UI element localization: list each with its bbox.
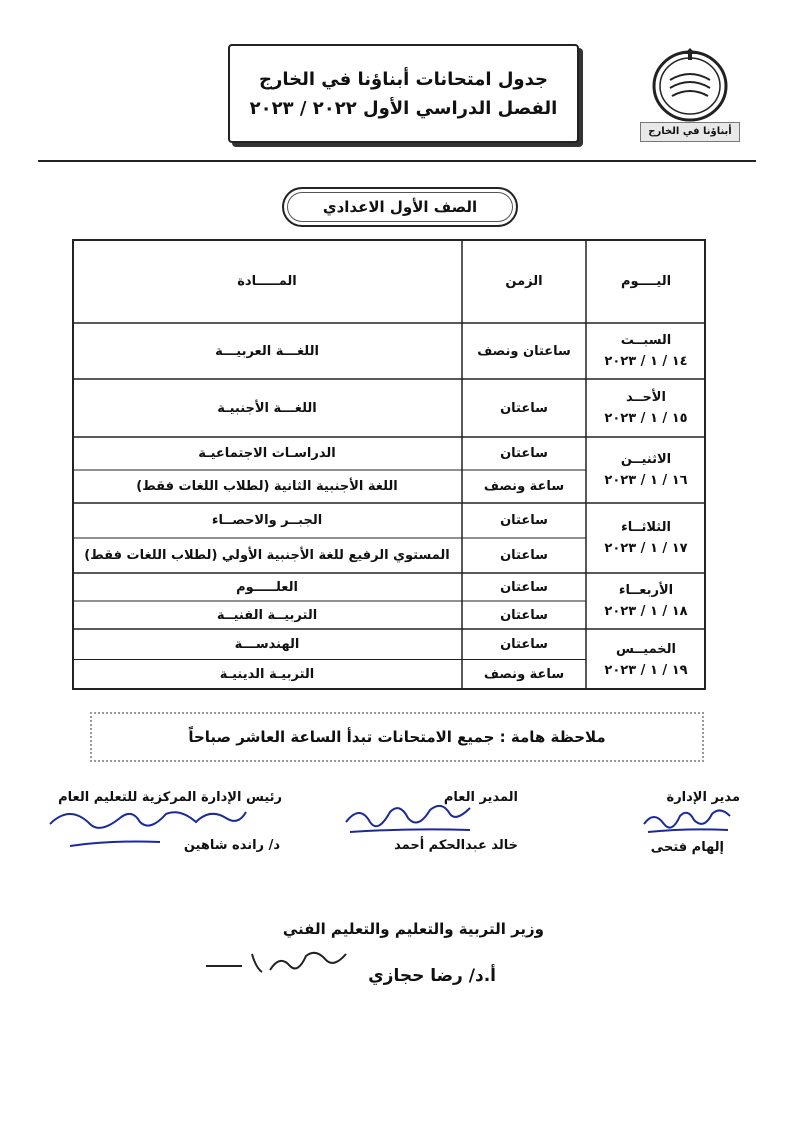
minister-name: أ.د/ رضا حجازي — [368, 966, 496, 986]
ministry-logo — [630, 40, 750, 150]
header-divider — [38, 160, 756, 162]
time-cell: ساعتان — [500, 607, 548, 623]
left-signatory-title: رئيس الإدارة المركزية للتعليم العام — [58, 790, 282, 805]
day-date: ١٨ / ١ / ٢٠٢٣ — [604, 604, 688, 619]
day-name: السبــت — [620, 333, 672, 348]
title-line-1: جدول امتحانات أبناؤنا في الخارج — [259, 68, 548, 90]
subject-cell: العلـــــوم — [236, 579, 298, 595]
exam-schedule-table — [72, 239, 706, 690]
time-cell: ساعتان — [500, 400, 548, 416]
day-cell — [586, 323, 706, 379]
time-cell: ساعة ونصف — [483, 667, 565, 683]
minister-signature-icon — [200, 944, 350, 984]
left-signatory-name: د/ رانده شاهين — [183, 838, 280, 853]
time-cell: ساعتان — [500, 548, 548, 563]
day-cell — [586, 437, 706, 503]
time-cell: ساعة ونصف — [483, 479, 565, 494]
schedule-title-box — [228, 44, 579, 143]
center-signatory-title: المدير العام — [443, 790, 518, 805]
subject-cell: اللغـــة العربيـــة — [215, 343, 319, 359]
header-day: اليــــوم — [620, 273, 672, 289]
right-signatory-title: مدير الإدارة — [666, 790, 740, 805]
time-cell: ساعتان — [500, 446, 548, 461]
day-date: ١٤ / ١ / ٢٠٢٣ — [604, 354, 688, 369]
day-cell — [586, 379, 706, 437]
right-signatory-name: إلهام فتحى — [650, 840, 724, 855]
time-cell: ساعتان — [500, 579, 548, 595]
day-name: الثلاثــاء — [621, 520, 671, 535]
header-time: الزمن — [505, 273, 543, 289]
grade-label: الصف الأول الاعدادي — [282, 187, 518, 227]
subject-cell: المستوي الرفيع للغة الأجنبية الأولي (لطلاب اللغات فقط) — [84, 548, 450, 563]
time-cell: ساعتان — [500, 513, 548, 528]
day-cell — [586, 573, 706, 629]
center-signature-icon — [340, 800, 480, 840]
important-note: ملاحظة هامة : جميع الامتحانات تبدأ الساعة العاشر صباحاً — [90, 712, 704, 762]
day-date: ١٧ / ١ / ٢٠٢٣ — [604, 541, 688, 556]
center-signatory-name: خالد عبدالحكم أحمد — [394, 838, 518, 853]
header-subject: المـــــادة — [237, 273, 297, 289]
subject-cell: اللغـــة الأجنبيـة — [217, 400, 317, 416]
logo-caption: أبناؤنا في الخارج — [640, 122, 740, 142]
day-cell — [586, 629, 706, 690]
day-name: الأحــد — [626, 390, 666, 405]
subject-cell: الهندســـة — [234, 636, 300, 652]
subject-cell: الدراسـات الاجتماعيـة — [198, 446, 336, 461]
day-name: الاثنيــن — [620, 452, 672, 467]
ministry-emblem-icon — [630, 40, 750, 124]
minister-title: وزير التربية والتعليم والتعليم الفني — [282, 920, 544, 938]
right-signature-icon — [638, 806, 738, 838]
day-name: الأربعــاء — [618, 583, 674, 598]
title-line-2: الفصل الدراسي الأول ٢٠٢٢ / ٢٠٢٣ — [249, 97, 558, 119]
day-date: ١٥ / ١ / ٢٠٢٣ — [604, 411, 688, 426]
day-name: الخميــس — [616, 641, 676, 657]
time-cell: ساعتان ونصف — [477, 343, 571, 359]
subject-cell: اللغة الأجنبية الثانية (لطلاب اللغات فقط) — [136, 479, 398, 494]
subject-cell: التربيــة الفنيــة — [216, 607, 318, 623]
day-cell — [586, 503, 706, 573]
time-cell: ساعتان — [500, 636, 548, 652]
day-date: ١٩ / ١ / ٢٠٢٣ — [604, 662, 688, 678]
subject-cell: الجبــر والاحصــاء — [211, 513, 323, 528]
day-date: ١٦ / ١ / ٢٠٢٣ — [604, 473, 688, 488]
subject-cell: التربيـة الدينيـة — [219, 667, 315, 683]
